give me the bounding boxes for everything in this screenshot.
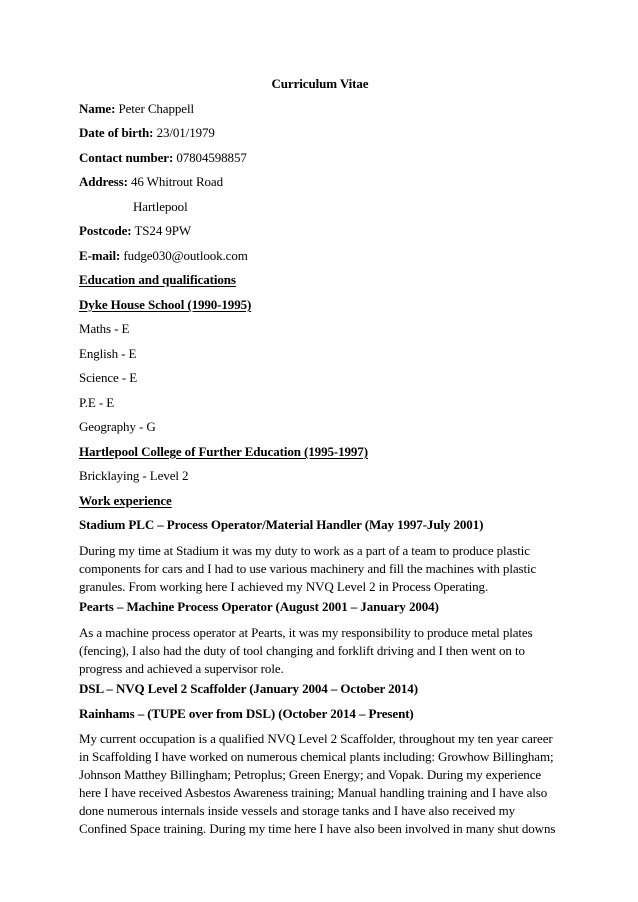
job2-title: Pearts – Machine Process Operator (August 2001 – January 2004) [79,599,439,614]
dob-label: Date of birth: [79,125,154,140]
paragraph-line: Johnson Matthey Billingham; Petroplus; Green Energy; and Vopak. During my experience [79,767,542,782]
postcode-value: TS24 9PW [131,223,192,238]
paragraph-line: Confined Space training. During my time here I have also been involved in many shut downs [79,821,556,836]
job1-description [79,542,569,596]
job4-title: Rainhams – (TUPE over from DSL) (October 2014 – Present) [79,706,414,721]
job4-description [79,730,569,838]
paragraph-line: done numerous internals inside vessels and storage tanks and I have also received my [79,803,516,818]
grade-item: Maths - E [79,321,130,336]
name-label: Name: [79,101,116,116]
paragraph-line: As a machine process operator at Pearts, it was my responsibility to produce metal plates [79,625,533,640]
grade-item: English - E [79,346,137,361]
paragraph-line: in Scaffolding I have worked on numerous chemical plants including: Growhow Billingham; [79,749,554,764]
paragraph-line: (fencing), I also had the duty of tool changing and forklift driving and I then went on to [79,643,525,658]
address-line2: Hartlepool [133,199,188,214]
contact-label: Contact number: [79,150,174,165]
paragraph-line: During my time at Stadium it was my duty to work as a part of a team to produce plastic [79,543,530,558]
grade-item: P.E - E [79,395,115,410]
paragraph-line: granules. From working here I achieved my NVQ Level 2 in Process Operating. [79,579,489,594]
job1-title: Stadium PLC – Process Operator/Material Handler (May 1997-July 2001) [79,517,484,532]
school2-heading: Hartlepool College of Further Education (1995-1997) [79,444,368,459]
work-heading: Work experience [79,493,172,508]
email-label: E-mail: [79,248,121,263]
paragraph-line: progress and achieved a supervisor role. [79,661,284,676]
paragraph-line: components for cars and I had to use various machinery and fill the machines with plastic [79,561,537,576]
paragraph-line: here I have received Asbestos Awareness training; Manual handling training and I have also [79,785,548,800]
email-row [79,248,248,264]
name-value: Peter Chappell [115,101,194,116]
grade-item: Science - E [79,370,138,385]
grade-item: Geography - G [79,419,156,434]
email-value: fudge030@outlook.com [120,248,248,263]
paragraph-line: My current occupation is a qualified NVQ Level 2 Scaffolder, throughout my ten year career [79,731,553,746]
name-row [79,101,194,117]
page-title [0,76,638,92]
education-heading: Education and qualifications [79,272,236,287]
job2-description [79,624,569,678]
postcode-label: Postcode: [79,223,132,238]
dob-row [79,125,215,141]
dob-value: 23/01/1979 [153,125,215,140]
contact-row [79,150,247,166]
contact-value: 07804598857 [173,150,247,165]
title-text: Curriculum Vitae [271,76,369,91]
job3-title: DSL – NVQ Level 2 Scaffolder (January 2004 – October 2014) [79,681,418,696]
address-row [79,174,223,190]
school2-grade: Bricklaying - Level 2 [79,468,189,483]
address-label: Address: [79,174,128,189]
address-line1: 46 Whitrout Road [127,174,224,189]
postcode-row [79,223,191,239]
school1-heading: Dyke House School (1990-1995) [79,297,252,312]
